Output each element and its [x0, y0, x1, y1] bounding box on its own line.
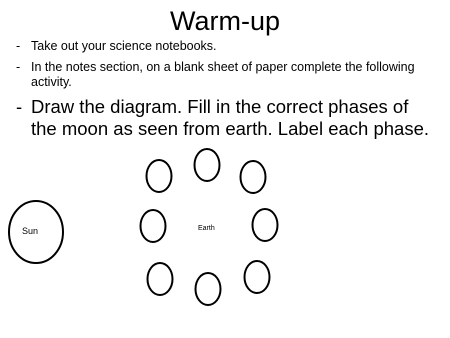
bullet-marker: -	[16, 39, 21, 53]
earth-label: Earth	[198, 225, 215, 232]
moon-circle-top-left	[147, 160, 172, 192]
sun-label: Sun	[22, 226, 39, 236]
bullet-text: Draw the diagram. Fill in the correct phases of the moon as seen from earth. Label each phase.	[31, 96, 430, 139]
moon-circle-bottom	[196, 273, 221, 305]
moon-circle-top	[195, 149, 220, 181]
bullet-text: In the notes section, on a blank sheet of paper complete the following activity.	[31, 60, 415, 89]
bullet-item-notes-section	[16, 60, 436, 90]
bullet-text: Take out your science notebooks.	[31, 39, 217, 53]
bullet-item-draw-diagram	[16, 96, 436, 140]
slide-title: Warm-up	[169, 6, 280, 36]
bullet-marker: -	[16, 60, 21, 74]
moon-circle-left	[141, 210, 166, 242]
moon-circle-bottom-left	[148, 263, 173, 295]
moon-circle-top-right	[241, 161, 266, 193]
sun-circle	[9, 201, 63, 263]
moon-circle-right	[253, 209, 278, 241]
bullet-marker: -	[16, 96, 23, 117]
bullet-list	[16, 39, 436, 140]
bullet-item-notebooks	[16, 39, 436, 54]
moon-circle-bottom-right	[245, 261, 270, 293]
